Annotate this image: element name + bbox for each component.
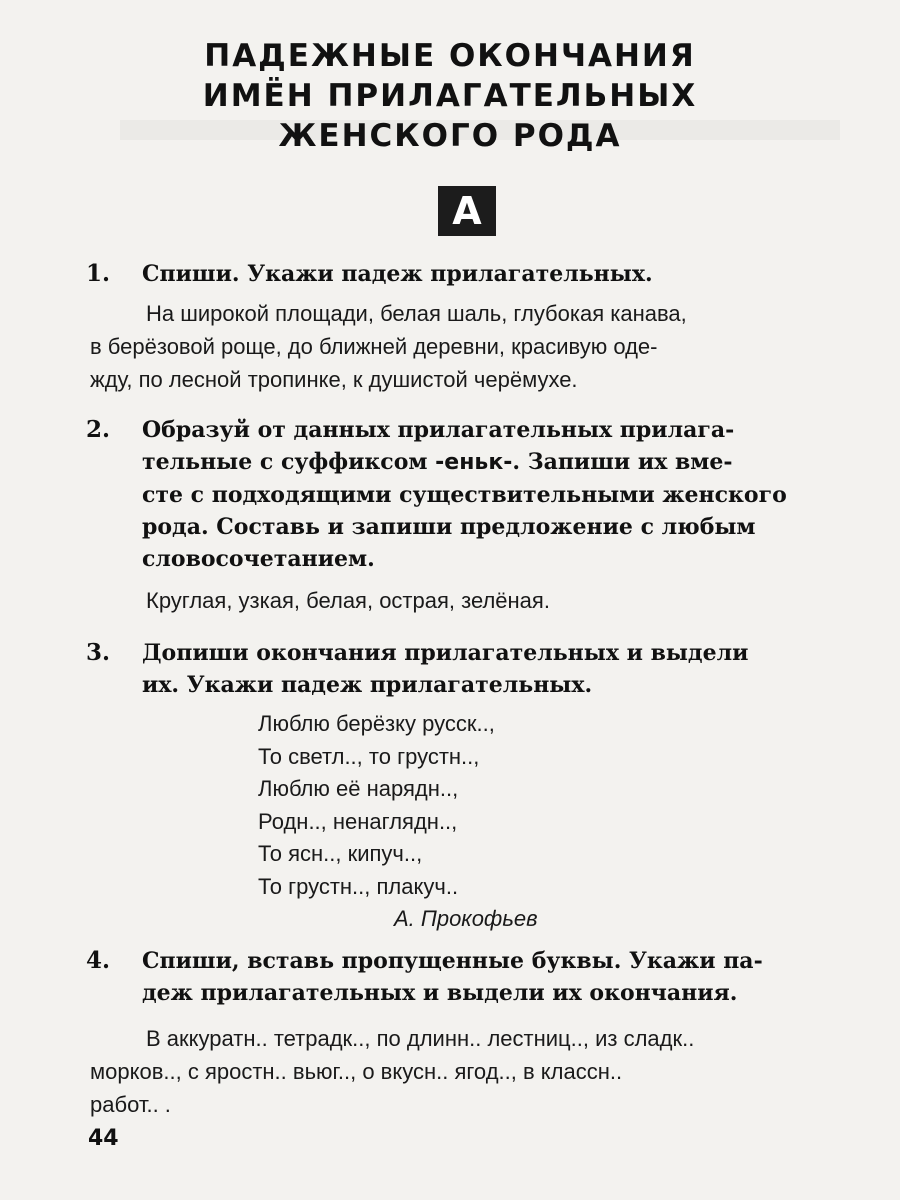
task-2-instruction-line-1: Образуй от данных прилагательных прилага- [142, 417, 735, 443]
task-1-instruction-line: Спиши. Укажи падеж прилагательных. [142, 261, 653, 287]
task-4-example [90, 1022, 870, 1121]
task-2-instruction-line-5: словосочетанием. [142, 546, 375, 572]
task-1-example [90, 297, 870, 396]
task-2-example-line: Круглая, узкая, белая, острая, зелёная. [146, 588, 550, 613]
task-4-instruction [142, 945, 862, 1009]
poem-line-4: Родн.., ненаглядн.., [258, 808, 458, 834]
title-line-3: ЖЕНСКОГО РОДА [278, 118, 622, 154]
title-line-1: ПАДЕЖНЫЕ ОКОНЧАНИЯ [204, 38, 696, 74]
section-badge: А [438, 186, 496, 236]
task-3-number: 3. [86, 639, 111, 666]
poem-line-5: То ясн.., кипуч.., [258, 841, 423, 866]
task-2-line-2-start: тельные с суффиксом [142, 449, 436, 475]
poem-line-6: То грустн.., плакуч.. [258, 873, 459, 899]
task-1-number: 1. [86, 260, 111, 287]
task-4-example-line-1: В аккуратн.. тетрадк.., по длинн.. лестниц.., из сладк.. [146, 1026, 695, 1051]
task-2-example [90, 584, 870, 617]
task-4-example-line-2: морков.., с яростн.. вьюг.., о вкусн.. ягод.., в классн.. [90, 1059, 623, 1084]
task-2-number: 2. [86, 416, 111, 443]
task-3-instruction [142, 637, 862, 701]
title-line-2: ИМЁН ПРИЛАГАТЕЛЬНЫХ [202, 78, 698, 114]
task-2-instruction-line-3: сте с подходящими существительными женского [142, 482, 787, 508]
task-3-instruction-line-2: их. Укажи падеж прилагательных. [142, 672, 593, 698]
poem-line-2: То светл.., то грустн.., [258, 743, 480, 769]
page-title [130, 36, 770, 156]
task-2-instruction-line-4: рода. Составь и запиши предложение с любым [142, 514, 756, 540]
task-4-instruction-line-2: деж прилагательных и выдели их окончания. [142, 980, 738, 1006]
task-3-poem [258, 708, 678, 936]
poem-line-3: Люблю её нарядн.., [258, 776, 459, 801]
task-2-instruction [142, 414, 862, 575]
task-4-number: 4. [86, 947, 111, 974]
task-4-instruction-line-1: Спиши, вставь пропущенные буквы. Укажи па- [142, 948, 763, 974]
task-2-line-2-end: . Запиши их вме- [512, 449, 733, 475]
task-2-instruction-line-2 [142, 446, 862, 479]
poem-author: А. Прокофьев [394, 906, 538, 931]
task-1-example-line-3: жду, по лесной тропинке, к душистой черёмухе. [90, 367, 578, 392]
page-number: 44 [88, 1126, 119, 1151]
task-1-instruction [142, 258, 862, 290]
task-4-example-line-3: работ.. . [90, 1092, 171, 1117]
task-1-example-line-2: в берёзовой роще, до ближней деревни, красивую оде- [90, 334, 658, 359]
task-3-instruction-line-1: Допиши окончания прилагательных и выдели [142, 640, 749, 666]
poem-line-1: Люблю берёзку русск.., [258, 711, 495, 736]
task-1-example-line-1: На широкой площади, белая шаль, глубокая канава, [146, 301, 687, 326]
suffix-highlight: -еньк- [435, 450, 513, 475]
